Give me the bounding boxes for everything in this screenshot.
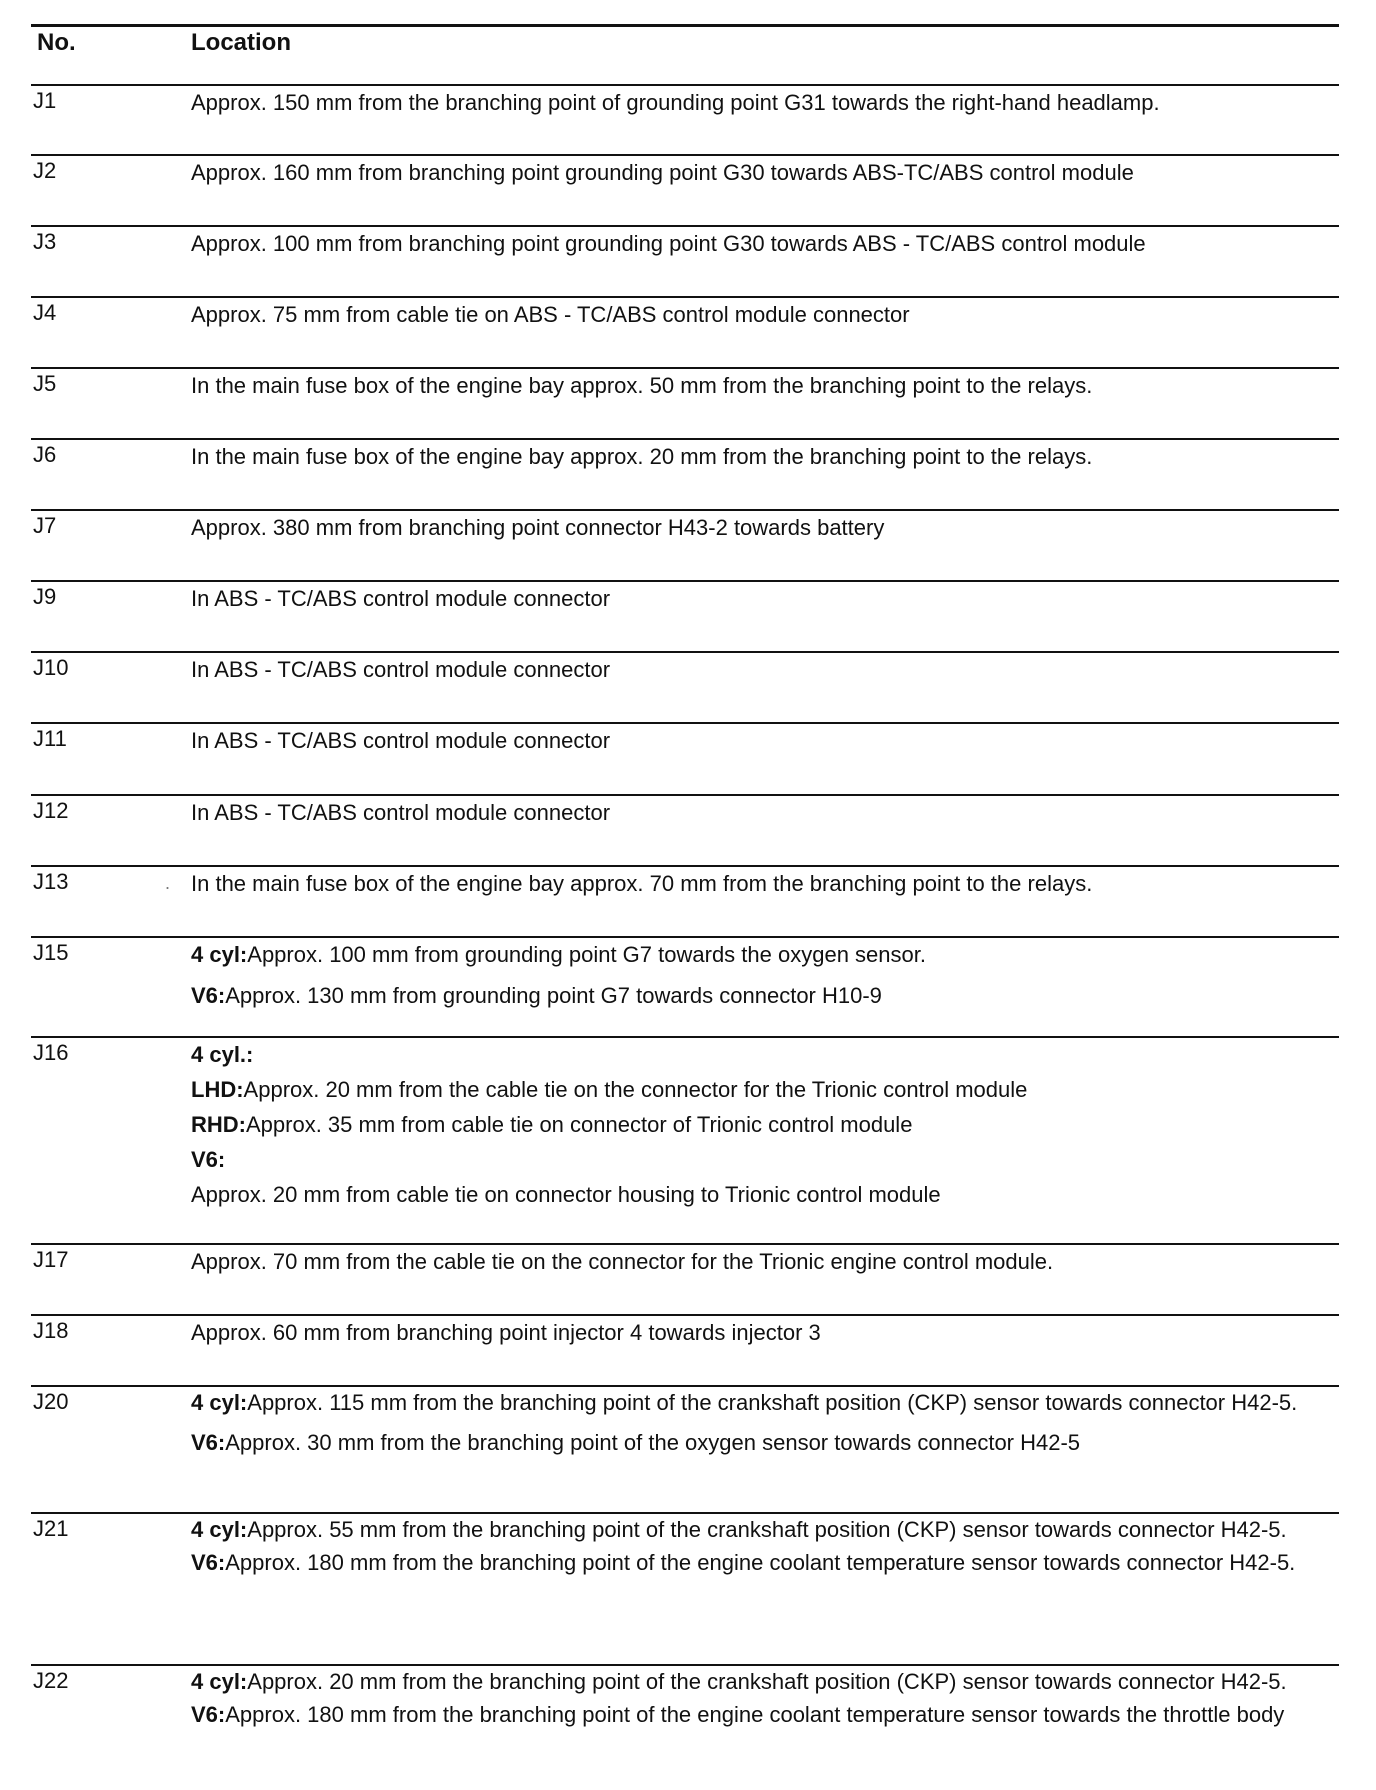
table-row xyxy=(31,580,1339,644)
table-row xyxy=(31,1385,1339,1511)
location-line xyxy=(191,1549,1337,1576)
location-text: Approx. 75 mm from cable tie on ABS - TC/ABS control module connector xyxy=(191,302,910,327)
row-location xyxy=(191,229,1337,258)
variant-tag: 4 cyl: xyxy=(191,1669,248,1694)
row-no: J12 xyxy=(33,798,69,823)
location-line xyxy=(191,940,1337,969)
location-text: In ABS - TC/ABS control module connector xyxy=(191,728,611,753)
table-row xyxy=(31,936,1339,1036)
row-location xyxy=(191,300,1337,329)
row-no: J2 xyxy=(33,158,57,183)
variant-heading: V6: xyxy=(191,1147,226,1172)
table-row xyxy=(31,722,1339,786)
row-location xyxy=(191,88,1337,117)
table-row xyxy=(31,1314,1339,1378)
location-text: Approx. 20 mm from cable tie on connector housing to Trionic control module xyxy=(191,1182,941,1207)
row-no: J22 xyxy=(33,1668,69,1693)
table-header xyxy=(31,24,1339,87)
row-no: J7 xyxy=(33,513,57,538)
row-no: J21 xyxy=(33,1516,69,1541)
row-location xyxy=(191,655,1337,684)
table-row xyxy=(31,367,1339,431)
table-row xyxy=(31,651,1339,715)
location-text: Approx. 180 mm from the branching point of the engine coolant temperature sensor towards the throttle body xyxy=(225,1702,1285,1727)
location-text: In the main fuse box of the engine bay approx. 70 mm from the branching point to the relays. xyxy=(191,871,1093,896)
location-text: In the main fuse box of the engine bay approx. 50 mm from the branching point to the relays. xyxy=(191,373,1093,398)
row-location xyxy=(191,1668,1337,1728)
header-location: Location xyxy=(191,29,291,56)
location-text: Approx. 180 mm from the branching point of the engine coolant temperature sensor towards connector H42-5. xyxy=(225,1550,1296,1575)
table-row xyxy=(31,865,1339,929)
table-row xyxy=(31,225,1339,289)
row-location xyxy=(191,869,1337,898)
row-no: J15 xyxy=(33,940,69,965)
table-row xyxy=(31,438,1339,502)
location-line xyxy=(191,1075,1337,1104)
row-location xyxy=(191,371,1337,400)
row-location xyxy=(191,940,1337,1010)
row-no: J3 xyxy=(33,229,57,254)
location-text: Approx. 20 mm from the branching point of the crankshaft position (CKP) sensor towards connector H42-5. xyxy=(247,1669,1287,1694)
location-text: Approx. 130 mm from grounding point G7 towards connector H10-9 xyxy=(225,983,882,1008)
location-text: Approx. 100 mm from grounding point G7 towards the oxygen sensor. xyxy=(247,942,926,967)
table-row xyxy=(31,509,1339,573)
row-location xyxy=(191,1318,1337,1347)
row-location xyxy=(191,513,1337,542)
variant-heading: 4 cyl.: xyxy=(191,1042,254,1067)
location-text: Approx. 150 mm from the branching point of grounding point G31 towards the right-hand headlamp. xyxy=(191,90,1160,115)
location-line xyxy=(191,981,1337,1010)
row-location xyxy=(191,798,1337,827)
table-row xyxy=(31,1512,1339,1664)
variant-tag: RHD: xyxy=(191,1112,246,1137)
table-row xyxy=(31,154,1339,218)
location-line xyxy=(191,1516,1337,1543)
row-location xyxy=(191,584,1337,613)
table-row xyxy=(31,1036,1339,1244)
table-row xyxy=(31,794,1339,858)
variant-tag: 4 cyl: xyxy=(191,942,248,967)
row-location xyxy=(191,726,1337,755)
row-no: J16 xyxy=(33,1040,69,1065)
row-no: J4 xyxy=(33,300,57,325)
table-row xyxy=(31,1664,1339,1790)
row-no: J13 xyxy=(33,869,69,894)
row-no: J6 xyxy=(33,442,57,467)
location-text: Approx. 30 mm from the branching point of the oxygen sensor towards connector H42-5 xyxy=(225,1430,1081,1455)
row-location xyxy=(191,158,1337,187)
location-text: In ABS - TC/ABS control module connector xyxy=(191,586,611,611)
row-location xyxy=(191,442,1337,471)
row-no: J11 xyxy=(33,726,67,751)
row-location xyxy=(191,1516,1337,1576)
table-row xyxy=(31,84,1339,148)
row-no: J17 xyxy=(33,1247,69,1272)
row-no: J9 xyxy=(33,584,57,609)
table-row xyxy=(31,296,1339,360)
location-line xyxy=(191,1389,1337,1416)
variant-tag: LHD: xyxy=(191,1077,244,1102)
variant-tag: V6: xyxy=(191,1702,226,1727)
row-no: J5 xyxy=(33,371,57,396)
location-text: Approx. 160 mm from branching point grounding point G30 towards ABS-TC/ABS control module xyxy=(191,160,1134,185)
table-row xyxy=(31,1243,1339,1307)
row-no: J20 xyxy=(33,1389,69,1414)
location-line xyxy=(191,1110,1337,1139)
location-text: Approx. 380 mm from branching point connector H43-2 towards battery xyxy=(191,515,885,540)
location-text: Approx. 100 mm from branching point grounding point G30 towards ABS - TC/ABS control module xyxy=(191,231,1146,256)
variant-tag: V6: xyxy=(191,1430,226,1455)
row-location xyxy=(191,1247,1337,1276)
location-text: Approx. 115 mm from the branching point of the crankshaft position (CKP) sensor towards connector H42-5. xyxy=(247,1390,1298,1415)
location-text: In ABS - TC/ABS control module connector xyxy=(191,657,611,682)
location-line xyxy=(191,1701,1337,1728)
row-location xyxy=(191,1389,1337,1457)
row-no: J1 xyxy=(33,88,57,113)
header-no: No. xyxy=(37,29,76,56)
variant-tag: 4 cyl: xyxy=(191,1517,248,1542)
variant-tag: V6: xyxy=(191,983,226,1008)
variant-tag: V6: xyxy=(191,1550,226,1575)
location-line xyxy=(191,1668,1337,1695)
location-text: In the main fuse box of the engine bay approx. 20 mm from the branching point to the relays. xyxy=(191,444,1093,469)
location-text: Approx. 55 mm from the branching point of the crankshaft position (CKP) sensor towards connector H42-5. xyxy=(247,1517,1287,1542)
location-text: Approx. 70 mm from the cable tie on the connector for the Trionic engine control module. xyxy=(191,1249,1054,1274)
row-no: J18 xyxy=(33,1318,69,1343)
location-text: Approx. 20 mm from the cable tie on the connector for the Trionic control module xyxy=(243,1077,1028,1102)
location-text: Approx. 60 mm from branching point injector 4 towards injector 3 xyxy=(191,1320,821,1345)
variant-tag: 4 cyl: xyxy=(191,1390,248,1415)
location-text: In ABS - TC/ABS control module connector xyxy=(191,800,611,825)
row-location xyxy=(191,1040,1337,1209)
stray-mark: . xyxy=(165,873,171,893)
location-text: Approx. 35 mm from cable tie on connector of Trionic control module xyxy=(246,1112,913,1137)
row-no: J10 xyxy=(33,655,69,680)
location-line xyxy=(191,1428,1337,1457)
